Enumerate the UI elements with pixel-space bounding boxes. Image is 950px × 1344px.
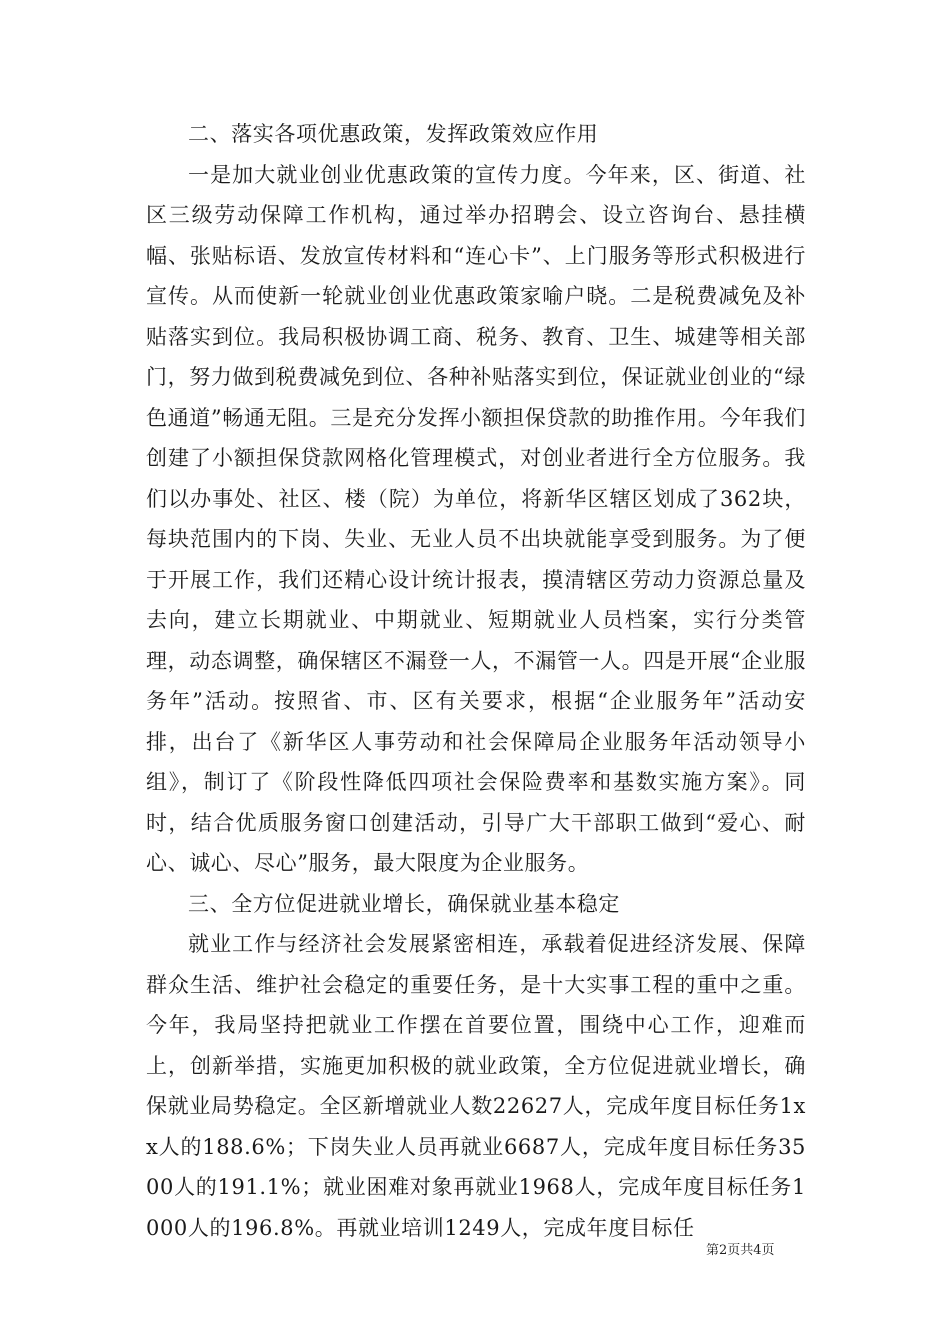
section-paragraph-3: 就业工作与经济社会发展紧密相连，承载着促进经济发展、保障群众生活、维护社会稳定的重要任务，是十大实事工程的重中之重。今年，我局坚持把就业工作摆在首要位置，围绕中心工作，迎难而上，创新举措，实施更加积极的就业政策，全方位促进就业增长，确保就业局势稳定。全区新增就业人数22627人，完成年度目标任务1xx人的188.6%；下岗失业人员再就业6687人，完成年度目标任务3500人的191.1%；就业困难对象再就业1968人，完成年度目标任务1000人的196.8%。再就业培训1249人，完成年度目标任: [146, 932, 806, 1240]
page-number-footer: 第2页共4页: [706, 1243, 775, 1258]
section-paragraph-2: 一是加大就业创业优惠政策的宣传力度。今年来，区、街道、社区三级劳动保障工作机构，通过举办招聘会、设立咨询台、悬挂横幅、张贴标语、发放宣传材料和“连心卡”、上门服务等形式积极进行宣传。从而使新一轮就业创业优惠政策家喻户晓。二是税费减免及补贴落实到位。我局积极协调工商、税务、教育、卫生、城建等相关部门，努力做到税费减免到位、各种补贴落实到位，保证就业创业的“绿色通道”畅通无阻。三是充分发挥小额担保贷款的助推作用。今年我们创建了小额担保贷款网格化管理模式，对创业者进行全方位服务。我们以办事处、社区、楼（院）为单位，将新华区辖区划成了362块，每块范围内的下岗、失业、无业人员不出块就能享受到服务。为了便于开展工作，我们还精心设计统计报表，摸清辖区劳动力资源总量及去向，建立长期就业、中期就业、短期就业人员档案，实行分类管理，动态调整，确保辖区不漏登一人，不漏管一人。四是开展“企业服务年”活动。按照省、市、区有关要求，根据“企业服务年”活动安排，出台了《新华区人事劳动和社会保障局企业服务年活动领导小组》，制订了《阶段性降低四项社会保险费率和基数实施方案》。同时，结合优质服务窗口创建活动，引导广大干部职工做到“爱心、耐心、诚心、尽心”服务，最大限度为企业服务。: [146, 162, 806, 875]
section-heading-2: 二、落实各项优惠政策，发挥政策效应作用: [188, 122, 599, 146]
section-heading-3: 三、全方位促进就业增长，确保就业基本稳定: [188, 891, 620, 916]
document-body: [146, 114, 806, 1248]
